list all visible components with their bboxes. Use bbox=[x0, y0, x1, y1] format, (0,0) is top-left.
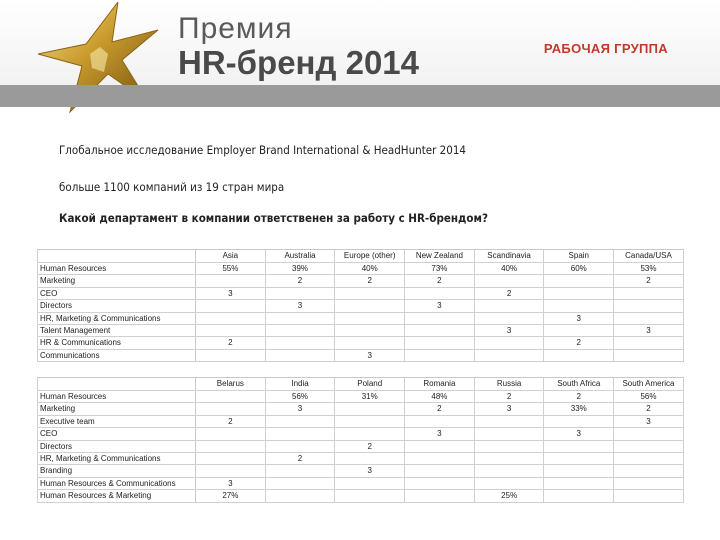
row-label: Directors bbox=[38, 300, 196, 312]
table-cell: 56% bbox=[265, 391, 335, 403]
table-cell bbox=[405, 415, 475, 427]
study-question: Какой департамент в компании ответственен за работу с HR-брендом? bbox=[59, 211, 488, 225]
table-cell bbox=[614, 428, 684, 440]
column-header: New Zealand bbox=[405, 250, 475, 263]
brand-title bbox=[178, 14, 419, 81]
table-cell bbox=[335, 428, 405, 440]
column-header: Romania bbox=[405, 378, 475, 391]
table-cell: 25% bbox=[474, 490, 544, 502]
brand-line-2: HR-бренд 2014 bbox=[178, 44, 420, 81]
table-cell bbox=[405, 453, 475, 465]
study-subtitle: больше 1100 компаний из 19 стран мира bbox=[59, 180, 285, 194]
table-cell: 2 bbox=[196, 415, 266, 427]
table-cell bbox=[474, 440, 544, 452]
table-cell bbox=[405, 440, 475, 452]
table-cell bbox=[614, 337, 684, 349]
table-cell bbox=[474, 312, 544, 324]
table-cell bbox=[196, 440, 266, 452]
table-cell bbox=[405, 477, 475, 489]
row-label: HR, Marketing & Communications bbox=[38, 312, 196, 324]
table-cell bbox=[335, 337, 405, 349]
column-header: Poland bbox=[335, 378, 405, 391]
table-cell: 31% bbox=[335, 391, 405, 403]
table-cell bbox=[474, 428, 544, 440]
row-label: Directors bbox=[38, 440, 196, 452]
table-cell bbox=[614, 477, 684, 489]
row-label: CEO bbox=[38, 287, 196, 299]
table-cell bbox=[614, 465, 684, 477]
table-cell bbox=[335, 490, 405, 502]
table-cell bbox=[265, 415, 335, 427]
table-cell bbox=[544, 440, 614, 452]
table-row bbox=[38, 403, 684, 415]
table-row bbox=[38, 349, 684, 361]
table-cell bbox=[335, 403, 405, 415]
table-cell bbox=[196, 391, 266, 403]
table-cell bbox=[614, 440, 684, 452]
column-header: Russia bbox=[474, 378, 544, 391]
table-cell bbox=[405, 325, 475, 337]
table-cell bbox=[474, 337, 544, 349]
row-label: Marketing bbox=[38, 275, 196, 287]
table-cell bbox=[335, 312, 405, 324]
table-cell bbox=[474, 465, 544, 477]
working-group-label: РАБОЧАЯ ГРУППА bbox=[543, 41, 668, 56]
column-header: India bbox=[265, 378, 335, 391]
table-cell: 3 bbox=[196, 287, 266, 299]
table-cell: 3 bbox=[335, 349, 405, 361]
table-cell: 40% bbox=[335, 263, 405, 275]
table-cell: 3 bbox=[544, 428, 614, 440]
table-cell: 53% bbox=[614, 263, 684, 275]
header-row bbox=[38, 378, 684, 391]
table-cell bbox=[544, 349, 614, 361]
table-cell: 2 bbox=[335, 275, 405, 287]
table-cell bbox=[335, 415, 405, 427]
table-cell: 2 bbox=[405, 275, 475, 287]
table-cell bbox=[405, 349, 475, 361]
table-cell bbox=[544, 490, 614, 502]
table-row bbox=[38, 337, 684, 349]
table-row bbox=[38, 415, 684, 427]
table-cell bbox=[196, 349, 266, 361]
row-label: Executive team bbox=[38, 415, 196, 427]
table-cell bbox=[614, 453, 684, 465]
header-divider-band bbox=[0, 85, 720, 107]
table-row bbox=[38, 477, 684, 489]
table-cell: 3 bbox=[474, 403, 544, 415]
table-cell bbox=[196, 312, 266, 324]
column-header: Scandinavia bbox=[474, 250, 544, 263]
table-cell: 2 bbox=[544, 391, 614, 403]
header-row bbox=[38, 250, 684, 263]
table-cell bbox=[544, 300, 614, 312]
table-row bbox=[38, 275, 684, 287]
table-row bbox=[38, 391, 684, 403]
table-cell bbox=[265, 312, 335, 324]
table-cell bbox=[405, 337, 475, 349]
table-cell: 3 bbox=[405, 300, 475, 312]
table-cell bbox=[614, 349, 684, 361]
table-cell: 3 bbox=[196, 477, 266, 489]
column-header: Belarus bbox=[196, 378, 266, 391]
table-cell: 2 bbox=[614, 403, 684, 415]
table-cell: 56% bbox=[614, 391, 684, 403]
table-cell: 2 bbox=[265, 275, 335, 287]
table-cell: 60% bbox=[544, 263, 614, 275]
table-row bbox=[38, 312, 684, 324]
table-cell: 73% bbox=[405, 263, 475, 275]
table-cell bbox=[265, 477, 335, 489]
row-label: Talent Management bbox=[38, 325, 196, 337]
table-cell bbox=[196, 465, 266, 477]
table-cell bbox=[614, 300, 684, 312]
table-cell bbox=[544, 287, 614, 299]
column-header: Australia bbox=[265, 250, 335, 263]
table-cell bbox=[544, 415, 614, 427]
column-header: South America bbox=[614, 378, 684, 391]
row-label: Human Resources bbox=[38, 263, 196, 275]
table-cell bbox=[265, 287, 335, 299]
table-cell: 39% bbox=[265, 263, 335, 275]
table-cell bbox=[474, 477, 544, 489]
table-row bbox=[38, 428, 684, 440]
table-cell: 2 bbox=[474, 287, 544, 299]
header-corner-cell bbox=[38, 378, 196, 391]
table-cell bbox=[405, 490, 475, 502]
row-label: Human Resources bbox=[38, 391, 196, 403]
table-cell bbox=[474, 275, 544, 287]
table-cell: 3 bbox=[405, 428, 475, 440]
table-cell bbox=[335, 453, 405, 465]
row-label: Communications bbox=[38, 349, 196, 361]
brand-line-1: Премия bbox=[178, 12, 293, 45]
table-cell bbox=[196, 403, 266, 415]
table-cell bbox=[474, 453, 544, 465]
table-cell bbox=[614, 312, 684, 324]
table-cell: 27% bbox=[196, 490, 266, 502]
row-label: Human Resources & Marketing bbox=[38, 490, 196, 502]
row-label: CEO bbox=[38, 428, 196, 440]
header-corner-cell bbox=[38, 250, 196, 263]
table-cell bbox=[544, 477, 614, 489]
table-cell: 3 bbox=[474, 325, 544, 337]
table-cell: 55% bbox=[196, 263, 266, 275]
column-header: Asia bbox=[196, 250, 266, 263]
row-label: Human Resources & Communications bbox=[38, 477, 196, 489]
table-row bbox=[38, 287, 684, 299]
table-cell bbox=[196, 325, 266, 337]
column-header: Canada/USA bbox=[614, 250, 684, 263]
table-cell bbox=[265, 337, 335, 349]
table-cell: 3 bbox=[265, 300, 335, 312]
table-cell bbox=[265, 490, 335, 502]
results-table-1 bbox=[37, 249, 684, 362]
table-cell bbox=[265, 325, 335, 337]
row-label: HR & Communications bbox=[38, 337, 196, 349]
table-cell: 2 bbox=[335, 440, 405, 452]
table-row bbox=[38, 490, 684, 502]
table-cell: 48% bbox=[405, 391, 475, 403]
row-label: Branding bbox=[38, 465, 196, 477]
results-table-2 bbox=[37, 377, 684, 503]
table-cell bbox=[614, 490, 684, 502]
table-cell: 40% bbox=[474, 263, 544, 275]
column-header: South Africa bbox=[544, 378, 614, 391]
table-cell: 2 bbox=[405, 403, 475, 415]
table-cell bbox=[544, 275, 614, 287]
table-row bbox=[38, 465, 684, 477]
table-cell: 2 bbox=[265, 453, 335, 465]
row-label: Marketing bbox=[38, 403, 196, 415]
table-row bbox=[38, 300, 684, 312]
table-cell bbox=[405, 465, 475, 477]
table-cell bbox=[335, 325, 405, 337]
header-banner bbox=[0, 0, 720, 85]
table-cell bbox=[405, 312, 475, 324]
table-cell bbox=[335, 300, 405, 312]
table-cell bbox=[196, 300, 266, 312]
table-cell: 3 bbox=[614, 415, 684, 427]
table-cell bbox=[196, 453, 266, 465]
table-cell bbox=[474, 349, 544, 361]
column-header: Europe (other) bbox=[335, 250, 405, 263]
table-cell bbox=[405, 287, 475, 299]
table-cell bbox=[335, 477, 405, 489]
table-cell bbox=[335, 287, 405, 299]
study-title: Глобальное исследование Employer Brand International & HeadHunter 2014 bbox=[59, 143, 466, 157]
row-label: HR, Marketing & Communications bbox=[38, 453, 196, 465]
table-cell bbox=[544, 325, 614, 337]
table-cell: 3 bbox=[544, 312, 614, 324]
table-cell: 2 bbox=[614, 275, 684, 287]
table-cell bbox=[544, 453, 614, 465]
table-cell: 33% bbox=[544, 403, 614, 415]
table-cell bbox=[196, 428, 266, 440]
table-cell bbox=[614, 287, 684, 299]
table-cell: 2 bbox=[474, 391, 544, 403]
table-cell: 3 bbox=[335, 465, 405, 477]
table-row bbox=[38, 325, 684, 337]
table-cell bbox=[544, 465, 614, 477]
table-row bbox=[38, 263, 684, 275]
table-cell: 3 bbox=[265, 403, 335, 415]
table-row bbox=[38, 453, 684, 465]
table-cell: 2 bbox=[544, 337, 614, 349]
table-cell bbox=[265, 465, 335, 477]
table-cell bbox=[196, 275, 266, 287]
table-row bbox=[38, 440, 684, 452]
table-cell bbox=[265, 428, 335, 440]
table-cell bbox=[265, 440, 335, 452]
table-cell: 2 bbox=[196, 337, 266, 349]
column-header: Spain bbox=[544, 250, 614, 263]
table-cell bbox=[265, 349, 335, 361]
table-cell: 3 bbox=[614, 325, 684, 337]
table-cell bbox=[474, 300, 544, 312]
table-cell bbox=[474, 415, 544, 427]
